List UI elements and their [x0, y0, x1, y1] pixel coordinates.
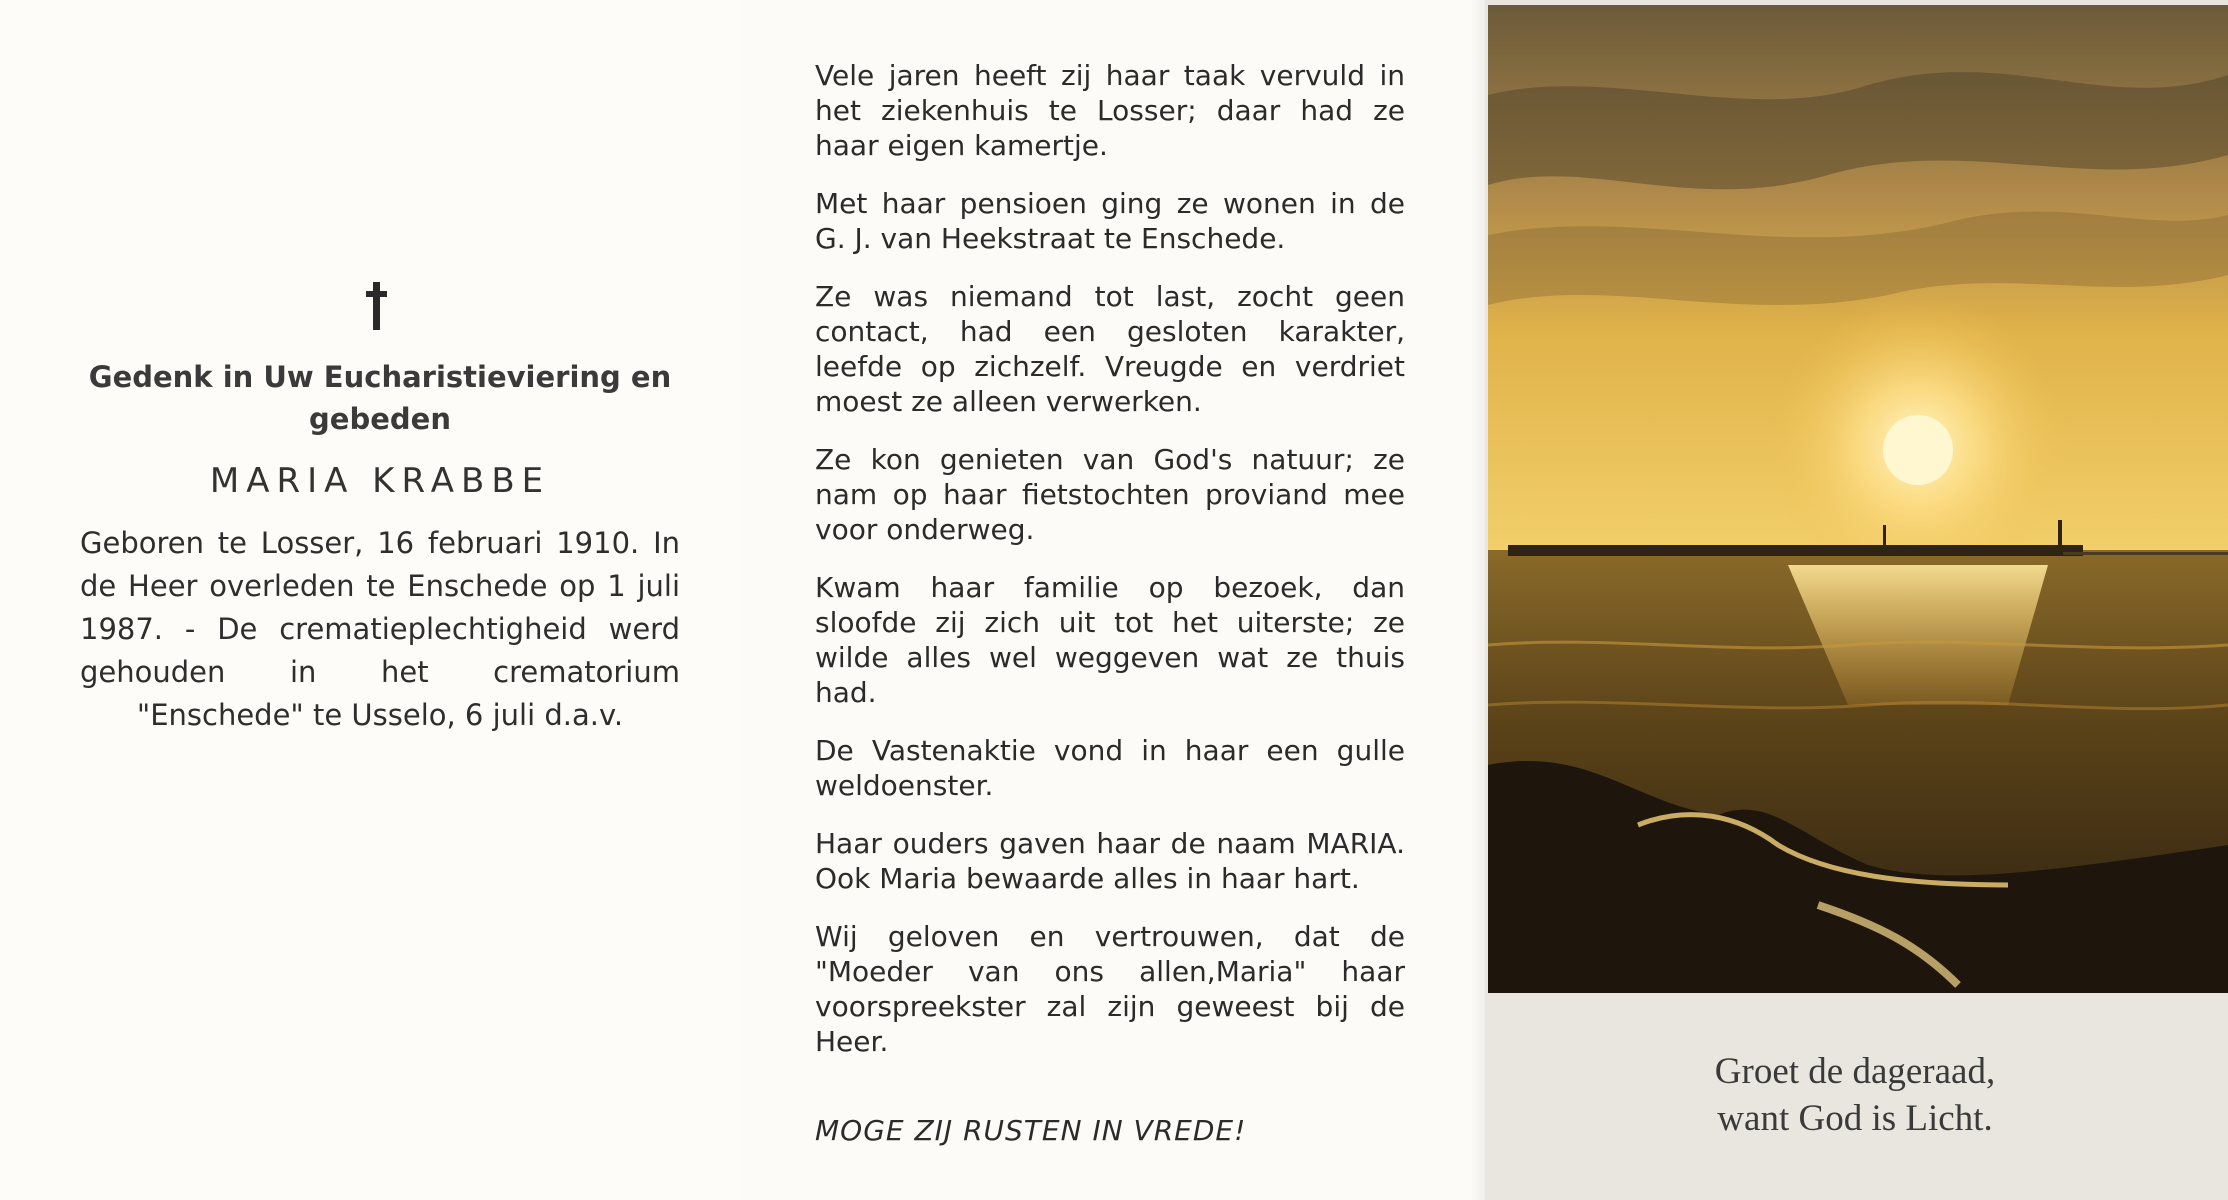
- biography-text: Geboren te Losser, 16 februari 1910. In de Heer overleden te Enschede op 1 juli 1987. - De crematieplechtigheid werd gehouden in het crematorium "Enschede" te Usselo, 6 juli d.a.v.: [80, 526, 680, 732]
- caption-line: Groet de dageraad,: [1714, 1051, 1996, 1092]
- paragraph: Vele jaren heeft zij haar taak vervuld in het ziekenhuis te Losser; daar had ze haar eigen kamertje.: [815, 59, 1405, 162]
- closing-line: MOGE ZIJ RUSTEN IN VREDE!: [815, 1114, 1247, 1147]
- paragraph: Ze kon genieten van God's natuur; ze nam op haar fietstochten proviand mee voor onderweg.: [815, 443, 1405, 546]
- paragraph: Met haar pensioen ging ze wonen in de G. J. van Heekstraat te Enschede.: [815, 187, 1405, 255]
- caption-line: want God is Licht.: [1717, 1098, 1993, 1139]
- paragraph: Ze was niemand tot last, zocht geen contact, had een gesloten karakter, leefde op zichzelf. Vreugde en verdriet moest ze alleen verwerken.: [815, 280, 1405, 418]
- paragraph: Wij geloven en vertrouwen, dat de "Moeder van ons allen,Maria" haar voorspreekster zal zijn geweest bij de Heer.: [815, 920, 1405, 1058]
- memorial-paragraphs: [815, 58, 1405, 1082]
- paragraph: De Vastenaktie vond in haar een gulle weldoenster.: [815, 734, 1405, 802]
- photo-caption: [1600, 1048, 2110, 1142]
- paragraph: Kwam haar familie op bezoek, dan sloofde zij zich uit tot het uiterste; ze wilde alles wel weggeven wat ze thuis had.: [815, 571, 1405, 709]
- sunset-sea-photo: [1488, 5, 2228, 993]
- paragraph: Haar ouders gaven haar de naam MARIA. Ook Maria bewaarde alles in haar hart.: [815, 827, 1405, 895]
- remembrance-intro: Gedenk in Uw Eucharistieviering en gebeden: [88, 360, 672, 436]
- deceased-name: MARIA KRABBE: [209, 461, 551, 501]
- cross-icon: [366, 282, 386, 330]
